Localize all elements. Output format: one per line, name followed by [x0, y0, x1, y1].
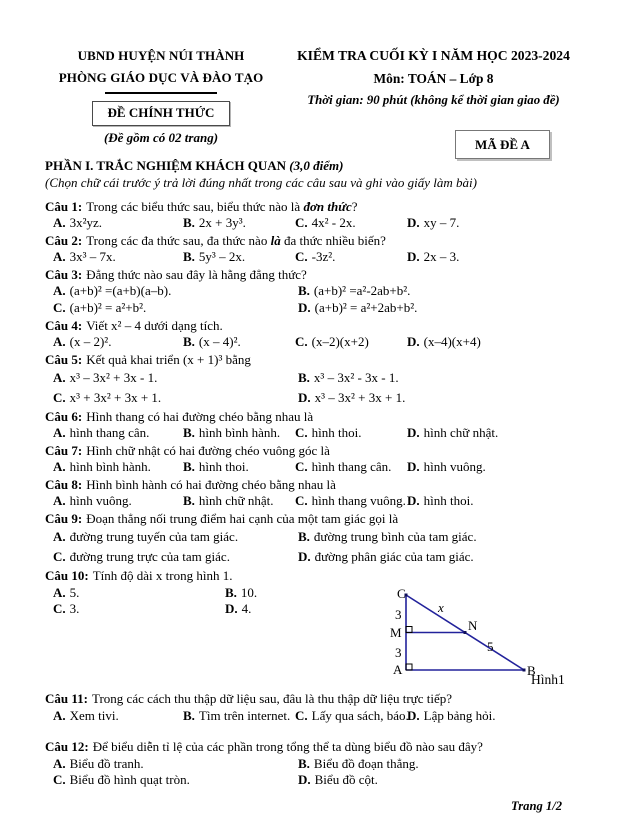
option-text: 5y³ – 2x.	[198, 249, 246, 265]
option-label: D.	[298, 772, 311, 788]
header-left	[45, 45, 277, 146]
option-text: đường trung bình của tam giác.	[313, 529, 477, 545]
question-10-option-a	[53, 585, 225, 602]
option-text: Biểu đồ hình quạt tròn.	[69, 772, 190, 788]
option-text: hình chữ nhật.	[198, 493, 274, 509]
option-text: 5.	[69, 584, 80, 600]
question-2-text-post: đa thức nhiều biến?	[280, 233, 386, 248]
option-text: 4.	[241, 601, 252, 617]
question-9-stem	[45, 511, 590, 527]
option-label: A.	[53, 215, 66, 231]
question-3-stem	[45, 267, 590, 283]
option-label: A.	[53, 493, 66, 509]
option-label: B.	[298, 529, 310, 545]
question-7-text: Hình chữ nhật có hai đường chéo vuông góc là	[86, 443, 330, 458]
question-3-option-a	[53, 283, 298, 300]
question-1-number: Câu 1:	[45, 199, 83, 214]
option-label: D.	[298, 549, 311, 565]
question-5-option-d	[298, 388, 590, 408]
option-label: D.	[407, 459, 420, 475]
option-text: (x–4)(x+4)	[423, 334, 481, 349]
option-text: x³ – 3x² - 3x - 1.	[313, 370, 399, 385]
option-label: B.	[183, 459, 195, 475]
pages-note: (Đề gồm có 02 trang)	[103, 130, 219, 145]
option-text: x³ + 3x² + 3x + 1.	[69, 390, 162, 405]
option-text: hình vuông.	[69, 493, 132, 509]
question-10-option-b	[225, 585, 385, 602]
question-8-option-a	[53, 493, 183, 510]
question-4	[45, 318, 590, 351]
option-label: A.	[53, 370, 66, 385]
option-label: D.	[407, 493, 420, 509]
page-content	[45, 45, 590, 814]
option-label: D.	[407, 707, 420, 723]
question-6-option-b	[183, 425, 295, 442]
question-5-option-b	[298, 368, 590, 388]
question-1-emphasis: đơn thức	[303, 199, 352, 214]
question-6-option-c	[295, 425, 407, 442]
official-exam-box: ĐỀ CHÍNH THỨC	[92, 101, 231, 126]
question-6-option-a	[53, 425, 183, 442]
option-label: D.	[298, 300, 311, 315]
question-3-option-d	[298, 300, 590, 317]
question-3-option-b	[298, 283, 590, 300]
question-8-text: Hình bình hành có hai đường chéo bằng nhau là	[86, 477, 336, 492]
vertex-a-label: A	[393, 662, 403, 678]
option-text: 4x² - 2x.	[311, 215, 356, 231]
question-9	[45, 511, 590, 567]
option-text: hình thoi.	[311, 425, 362, 441]
question-8-options	[45, 493, 590, 510]
question-11-options	[45, 708, 590, 725]
question-4-options	[45, 334, 590, 351]
question-5-stem	[45, 352, 590, 368]
option-text: Biểu đồ tranh.	[69, 755, 144, 771]
question-11-option-d	[407, 708, 590, 725]
question-5-text: Kết quả khai triển (x + 1)³ bằng	[86, 351, 251, 367]
question-2-option-a	[53, 249, 183, 266]
question-4-number: Câu 4:	[45, 317, 83, 333]
question-6-option-d	[407, 425, 590, 442]
question-2-stem	[45, 233, 590, 249]
option-label: A.	[53, 249, 66, 265]
option-text: hình bình hành.	[69, 459, 151, 475]
question-12-option-c	[53, 772, 298, 789]
option-text: 10.	[240, 584, 258, 600]
question-10	[45, 568, 590, 690]
option-text: hình chữ nhật.	[423, 425, 499, 441]
option-label: C.	[53, 601, 66, 617]
question-8-option-d	[407, 493, 590, 510]
option-text: Lập bảng hỏi.	[423, 707, 496, 723]
question-2-option-b	[183, 249, 295, 266]
question-4-text: Viết x² – 4 dưới dạng tích.	[86, 317, 223, 333]
option-label: B.	[298, 755, 310, 771]
question-12	[45, 739, 590, 789]
option-label: A.	[53, 755, 66, 771]
figure-hinh1	[385, 582, 585, 694]
question-5-options	[45, 368, 590, 408]
option-label: B.	[298, 283, 310, 299]
option-label: A.	[53, 283, 66, 299]
option-label: B.	[183, 425, 195, 441]
question-2-emphasis: là	[270, 233, 281, 248]
segment-nb-label: 5	[487, 639, 494, 655]
question-12-stem	[45, 739, 590, 755]
question-9-options	[45, 527, 590, 567]
question-1-option-c	[295, 215, 407, 232]
option-label: D.	[407, 425, 420, 441]
option-label: C.	[295, 707, 308, 723]
option-label: A.	[53, 529, 66, 545]
figure-caption: Hình1	[531, 672, 565, 688]
exam-duration: Thời gian: 90 phút (không kể thời gian giao đề)	[307, 93, 560, 107]
question-2-option-c	[295, 249, 407, 266]
question-1-option-d	[407, 215, 590, 232]
option-text: hình thang cân.	[311, 459, 392, 475]
option-text: (x – 4)².	[198, 334, 241, 349]
option-label: C.	[53, 549, 66, 565]
question-2	[45, 233, 590, 266]
question-7-stem	[45, 443, 590, 459]
question-6-text: Hình thang có hai đường chéo bằng nhau là	[86, 409, 314, 424]
question-6-number: Câu 6:	[45, 409, 83, 424]
option-text: 2x – 3.	[423, 249, 460, 265]
question-3	[45, 267, 590, 317]
section-instruction: (Chọn chữ cái trước ý trả lời đúng nhất trong các câu sau và ghi vào giấy làm bài)	[45, 175, 477, 190]
option-text: (a+b)² = a²+b².	[69, 300, 147, 315]
option-text: Biểu đồ cột.	[314, 772, 378, 788]
question-11	[45, 691, 590, 724]
option-text: x³ – 3x² + 3x - 1.	[69, 370, 158, 385]
option-text: đường trung trực của tam giác.	[69, 549, 230, 565]
question-1-text: Trong các biểu thức sau, biểu thức nào là	[86, 199, 304, 214]
option-label: B.	[225, 584, 237, 600]
option-label: D.	[225, 601, 238, 617]
option-text: đường trung tuyến của tam giác.	[69, 529, 239, 545]
question-1-option-b	[183, 215, 295, 232]
option-label: D.	[407, 249, 420, 265]
question-9-option-d	[298, 547, 590, 567]
option-label: B.	[183, 493, 195, 509]
question-8-option-b	[183, 493, 295, 510]
question-5	[45, 352, 590, 408]
question-6	[45, 409, 590, 442]
question-9-text: Đoạn thẳng nối trung điểm hai cạnh của một tam giác gọi là	[86, 511, 399, 526]
question-8-stem	[45, 477, 590, 493]
question-2-options	[45, 249, 590, 266]
question-9-option-a	[53, 527, 298, 547]
question-2-text: Trong các đa thức sau, đa thức nào	[86, 233, 271, 248]
question-9-number: Câu 9:	[45, 511, 83, 526]
section-title-text: PHẦN I. TRẮC NGHIỆM KHÁCH QUAN	[45, 158, 290, 173]
question-3-option-c	[53, 300, 298, 317]
question-list	[45, 199, 590, 789]
option-label: D.	[298, 390, 311, 405]
option-label: B.	[183, 215, 195, 231]
question-8-option-c	[295, 493, 407, 510]
org-line1: UBND HUYỆN NÚI THÀNH	[77, 48, 245, 63]
vertex-b-label: B	[527, 663, 536, 679]
question-7	[45, 443, 590, 476]
question-1-stem	[45, 199, 590, 215]
option-text: 2x + 3y³.	[198, 215, 246, 231]
option-label: C.	[295, 334, 308, 349]
option-text: hình bình hành.	[198, 425, 281, 441]
question-11-option-b	[183, 708, 295, 725]
option-label: C.	[295, 215, 308, 231]
option-text: đường phân giác của tam giác.	[314, 549, 474, 565]
question-4-stem	[45, 318, 590, 334]
question-9-option-b	[298, 527, 590, 547]
question-12-option-b	[298, 756, 590, 773]
segment-cm-label: 3	[395, 607, 402, 623]
question-3-text: Đẳng thức nào sau đây là hằng đẳng thức?	[86, 267, 307, 282]
option-text: 3.	[69, 601, 80, 617]
question-5-option-a	[53, 368, 298, 388]
question-1-text-post: ?	[351, 199, 358, 214]
option-text: 3x²yz.	[69, 215, 103, 231]
option-label: A.	[53, 425, 66, 441]
option-label: C.	[53, 772, 66, 788]
question-8	[45, 477, 590, 510]
option-label: B.	[183, 334, 195, 349]
question-11-text: Trong các cách thu thập dữ liệu sau, đâu là thu thập dữ liệu trực tiếp?	[91, 691, 452, 707]
question-11-number: Câu 11:	[45, 691, 88, 707]
question-5-number: Câu 5:	[45, 351, 83, 367]
option-label: C.	[295, 493, 308, 509]
option-label: C.	[295, 459, 308, 475]
option-text: Xem tivi.	[69, 707, 119, 723]
question-7-number: Câu 7:	[45, 443, 83, 458]
segment-ma-label: 3	[395, 645, 402, 661]
option-text: hình thang vuông.	[311, 493, 406, 509]
option-label: A.	[53, 334, 66, 349]
vertex-m-label: M	[390, 625, 402, 641]
vertex-c-label: C	[397, 586, 406, 602]
option-label: C.	[295, 425, 308, 441]
question-1-options	[45, 215, 590, 232]
vertex-n-label: N	[468, 618, 478, 634]
exam-subject: Môn: TOÁN – Lớp 8	[373, 71, 494, 86]
option-text: Lấy qua sách, báo.	[311, 707, 409, 723]
exam-title: KIỂM TRA CUỐI KỲ I NĂM HỌC 2023-2024	[297, 48, 570, 63]
question-7-options	[45, 459, 590, 476]
option-label: B.	[183, 707, 195, 723]
question-4-option-b	[183, 334, 295, 351]
question-12-number: Câu 12:	[45, 739, 89, 755]
question-12-option-d	[298, 772, 590, 789]
option-text: (x – 2)².	[69, 334, 112, 349]
question-10-option-c	[53, 601, 225, 618]
question-10-number: Câu 10:	[45, 568, 89, 584]
question-12-options	[45, 756, 590, 789]
question-11-option-a	[53, 708, 183, 725]
option-text: Biểu đồ đoạn thẳng.	[313, 755, 419, 771]
option-text: (a+b)² =a²-2ab+b².	[313, 283, 411, 299]
question-11-option-c	[295, 708, 407, 725]
page-number: Trang 1/2	[511, 799, 562, 813]
option-label: C.	[295, 249, 308, 265]
option-text: -3z².	[311, 249, 336, 265]
option-label: D.	[407, 215, 420, 231]
option-text: hình thoi.	[423, 493, 474, 509]
question-1-option-a	[53, 215, 183, 232]
section-points: (3,0 điểm)	[289, 158, 344, 173]
option-label: A.	[53, 459, 66, 475]
option-text: 3x³ – 7x.	[69, 249, 116, 265]
segment-cn-label: x	[438, 600, 444, 616]
option-text: x³ – 3x² + 3x + 1.	[314, 390, 406, 405]
question-2-option-d	[407, 249, 590, 266]
question-4-option-c	[295, 334, 407, 351]
option-label: A.	[53, 707, 66, 723]
question-4-option-a	[53, 334, 183, 351]
question-3-number: Câu 3:	[45, 267, 83, 282]
option-text: Tìm trên internet.	[198, 707, 291, 723]
option-text: xy – 7.	[423, 215, 460, 231]
option-label: C.	[53, 390, 66, 405]
question-8-number: Câu 8:	[45, 477, 83, 492]
option-label: A.	[53, 584, 66, 600]
question-10-text: Tính độ dài x trong hình 1.	[92, 568, 233, 584]
option-text: hình thoi.	[198, 459, 249, 475]
option-text: (a+b)² = a²+2ab+b².	[314, 300, 418, 315]
triangle-diagram	[385, 582, 585, 690]
question-12-text: Để biểu diễn tỉ lệ của các phần trong tổng thể ta dùng biểu đồ nào sau đây?	[92, 739, 483, 755]
option-text: (a+b)² =(a+b)(a–b).	[69, 283, 172, 299]
option-label: B.	[183, 249, 195, 265]
question-1	[45, 199, 590, 232]
question-4-option-d	[407, 334, 590, 351]
section-title	[45, 157, 590, 174]
question-6-options	[45, 425, 590, 442]
header-underline	[105, 92, 217, 94]
question-9-option-c	[53, 547, 298, 567]
question-10-option-d	[225, 601, 385, 618]
option-label: D.	[407, 334, 420, 349]
option-label: C.	[53, 300, 66, 315]
question-2-number: Câu 2:	[45, 233, 83, 248]
question-7-option-d	[407, 459, 590, 476]
option-text: (x–2)(x+2)	[311, 334, 369, 349]
question-5-option-c	[53, 388, 298, 408]
question-7-option-b	[183, 459, 295, 476]
option-text: hình vuông.	[423, 459, 486, 475]
org-line2: PHÒNG GIÁO DỤC VÀ ĐÀO TẠO	[58, 70, 264, 85]
exam-code-box: MÃ ĐỀ A	[455, 130, 550, 159]
question-3-options	[45, 283, 590, 316]
question-7-option-a	[53, 459, 183, 476]
question-6-stem	[45, 409, 590, 425]
question-7-option-c	[295, 459, 407, 476]
question-12-option-a	[53, 756, 298, 773]
option-text: hình thang cân.	[69, 425, 150, 441]
option-label: B.	[298, 370, 310, 385]
